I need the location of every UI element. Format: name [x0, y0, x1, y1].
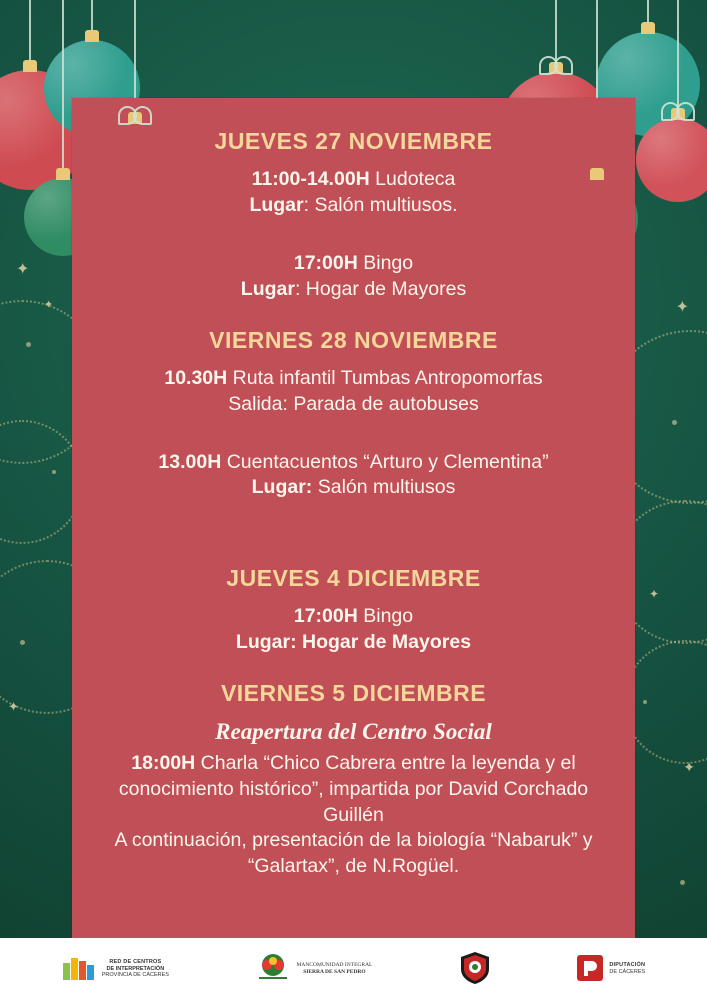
event-1-time: 11:00-14.00H	[251, 168, 370, 190]
star-icon: ✦	[16, 261, 30, 278]
ornament-cap	[23, 60, 37, 72]
event-4-title: Cuentacuentos “Arturo y Clementina”	[221, 450, 549, 473]
event-2-place-label: Lugar	[240, 277, 295, 300]
logo-line-3: PROVINCIA DE CÁCERES	[101, 972, 169, 979]
ornament-bow	[118, 106, 152, 122]
spacer	[98, 507, 609, 565]
dot-decoration	[26, 342, 31, 347]
spacer	[98, 424, 609, 450]
event-5-time: 17:00H	[293, 605, 358, 628]
logo-red-centros-interpretacion	[62, 955, 169, 984]
day-heading-4: VIERNES 5 DICIEMBRE	[220, 680, 487, 707]
dot-decoration	[52, 470, 56, 474]
dot-decoration	[643, 700, 647, 704]
event-6-time: 18:00H	[131, 752, 196, 775]
footer-logos	[0, 938, 707, 1000]
logo-ayuntamiento-escudo	[460, 951, 490, 988]
event-6-title: Charla “Chico Cabrera entre la leyenda y el conocimiento histórico”, impartida por David Corchado Guillén	[118, 752, 589, 826]
ornament-ball	[636, 118, 707, 202]
event-3	[98, 366, 609, 418]
mancomunidad-crest-icon	[256, 953, 290, 986]
ornament-cap	[85, 30, 99, 42]
ornament-cap	[56, 168, 70, 180]
event-2	[98, 251, 609, 303]
dot-decoration	[680, 880, 685, 885]
event-4-place-label: Lugar:	[251, 476, 313, 499]
logo-mancomunidad-sierra-de-san-pedro	[256, 953, 372, 986]
event-3-time: 10.30H	[164, 366, 228, 389]
day-heading-1: JUEVES 27 NOVIEMBRE	[214, 128, 493, 154]
event-5	[98, 604, 609, 656]
day-heading-3: JUEVES 4 DICIEMBRE	[226, 565, 481, 592]
reapertura-title: Reapertura del Centro Social	[215, 719, 492, 745]
event-2-time: 17:00H	[293, 251, 358, 274]
ornament-cap	[590, 168, 604, 180]
logo-text	[609, 962, 645, 975]
event-3-place: Salida: Parada de autobuses	[228, 392, 479, 415]
star-icon: ✦	[8, 699, 19, 714]
day-heading-2: VIERNES 28 NOVIEMBRE	[209, 326, 498, 353]
logo-line-1: RED DE CENTROS	[109, 959, 162, 966]
star-icon: ✦	[675, 299, 689, 316]
event-4-place: Salón multiusos	[312, 476, 456, 499]
star-icon: ✦	[44, 299, 54, 311]
dot-decoration	[672, 420, 677, 425]
logo-line-1: MANCOMUNIDAD INTEGRAL	[296, 962, 373, 969]
diputacion-mark-icon	[577, 955, 603, 984]
event-1	[98, 167, 609, 219]
ornament-bow	[661, 102, 695, 118]
logo-text	[296, 962, 372, 975]
logo-line-2: SIERRA DE SAN PEDRO	[303, 969, 366, 975]
ornament-bow	[539, 56, 573, 72]
shield-icon	[460, 951, 490, 988]
logo-line-2: DE INTERPRETACIÓN	[106, 965, 165, 972]
event-3-title: Ruta infantil Tumbas Antropomorfas	[227, 366, 543, 389]
program-card	[72, 98, 635, 938]
event-1-place-label: Lugar	[249, 193, 304, 216]
event-1-title: Ludoteca	[369, 168, 456, 190]
colored-books-icon	[62, 955, 96, 984]
event-2-place: : Hogar de Mayores	[294, 277, 467, 300]
logo-line-1: DIPUTACIÓN	[609, 962, 646, 969]
logo-text	[102, 959, 169, 979]
star-icon: ✦	[648, 587, 659, 601]
star-icon: ✦	[683, 759, 695, 775]
swirl-decoration	[623, 640, 707, 764]
ornament-cap	[641, 22, 655, 34]
event-5-title: Bingo	[357, 605, 414, 628]
spacer	[98, 225, 609, 251]
logo-diputacion-de-caceres	[577, 955, 645, 984]
event-6	[98, 751, 609, 828]
event-5-place: Lugar: Hogar de Mayores	[235, 631, 472, 654]
event-6-extra: A continuación, presentación de la biología “Nabaruk” y “Galartax”, de N.Rogüel.	[114, 829, 593, 878]
dot-decoration	[20, 640, 25, 645]
event-1-place: : Salón multiusos.	[303, 193, 458, 216]
event-4	[98, 450, 609, 502]
event-2-title: Bingo	[357, 251, 414, 274]
program-content	[72, 98, 635, 938]
event-4-time: 13.00H	[158, 450, 222, 473]
logo-line-2: DE CÁCERES	[609, 969, 646, 975]
ornament-string	[62, 0, 64, 188]
spacer	[98, 309, 609, 327]
spacer	[98, 662, 609, 680]
